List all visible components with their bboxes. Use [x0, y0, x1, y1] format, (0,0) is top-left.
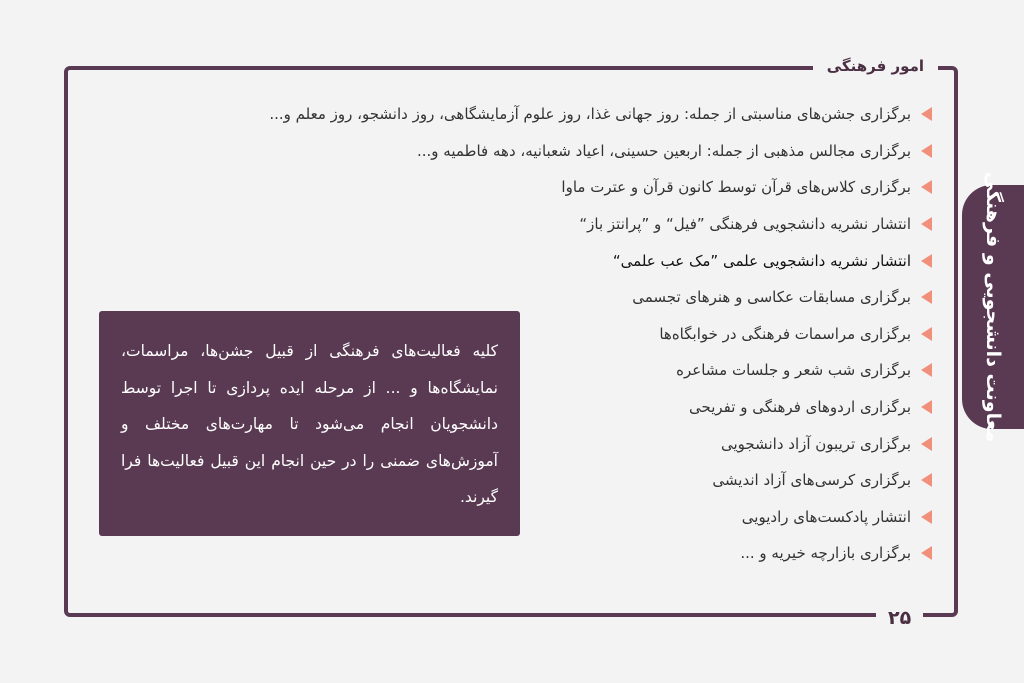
list-item	[212, 96, 932, 133]
list-item-text: برگزاری کلاس‌های قرآن توسط کانون قرآن و عترت ماوا	[561, 178, 911, 197]
triangle-bullet-icon	[921, 327, 932, 341]
triangle-bullet-icon	[921, 217, 932, 231]
list-item-text: برگزاری مجالس مذهبی از جمله: اربعین حسینی، اعیاد شعبانیه، دهه فاطمیه و...	[416, 141, 911, 160]
triangle-bullet-icon	[921, 546, 932, 560]
list-item	[212, 169, 932, 206]
triangle-bullet-icon	[921, 473, 932, 487]
list-item-text: انتشار نشریه دانشجویی علمی ”مک عب علمی“	[612, 251, 911, 270]
list-item-text: برگزاری شب شعر و جلسات مشاعره	[676, 361, 911, 380]
list-item	[212, 206, 932, 243]
triangle-bullet-icon	[921, 363, 932, 377]
triangle-bullet-icon	[921, 180, 932, 194]
section-title: امور فرهنگی	[813, 55, 938, 77]
side-tab-label: معاونت دانشجویی و فرهنگی	[982, 171, 1004, 443]
list-item-text: انتشار پادکست‌های رادیویی	[741, 507, 911, 526]
list-item-text: برگزاری مراسمات فرهنگی در خوابگاه‌ها	[659, 324, 911, 343]
list-item-text: برگزاری مسابقات عکاسی و هنرهای تجسمی	[632, 288, 911, 307]
list-item-text: برگزاری جشن‌های مناسبتی از جمله: روز جهانی غذا، روز علوم آزمایشگاهی، روز دانشجو، روز معلم و...	[269, 105, 911, 124]
list-item	[212, 535, 932, 572]
list-item-text: برگزاری کرسی‌های آزاد اندیشی	[712, 471, 911, 490]
list-item	[212, 133, 932, 170]
triangle-bullet-icon	[921, 254, 932, 268]
info-box-text: کلیه فعالیت‌های فرهنگی از قبیل جشن‌ها، مراسمات، نمایشگاه‌ها و ... از مرحله ایده پردازی تا اجرا توسط دانشجویان انجام می‌شود تا مهارت‌های مختلف و آموزش‌های ضمنی را در حین انجام این قبیل فعالیت‌ها فرا گیرند.	[121, 342, 498, 506]
triangle-bullet-icon	[921, 437, 932, 451]
list-item-text: انتشار نشریه دانشجویی فرهنگی ”فیل“ و ”پرانتز باز“	[579, 215, 911, 234]
list-item-text: برگزاری اردوهای فرهنگی و تفریحی	[689, 398, 911, 417]
list-item	[212, 242, 932, 279]
side-tab	[962, 171, 1024, 443]
page-number: ۲۵	[876, 605, 923, 631]
list-item-text: برگزاری بازارچه خیریه و ...	[740, 544, 911, 563]
triangle-bullet-icon	[921, 144, 932, 158]
triangle-bullet-icon	[921, 510, 932, 524]
info-box	[99, 311, 520, 536]
triangle-bullet-icon	[921, 107, 932, 121]
list-item-text: برگزاری تریبون آزاد دانشجویی	[720, 434, 911, 453]
triangle-bullet-icon	[921, 290, 932, 304]
triangle-bullet-icon	[921, 400, 932, 414]
